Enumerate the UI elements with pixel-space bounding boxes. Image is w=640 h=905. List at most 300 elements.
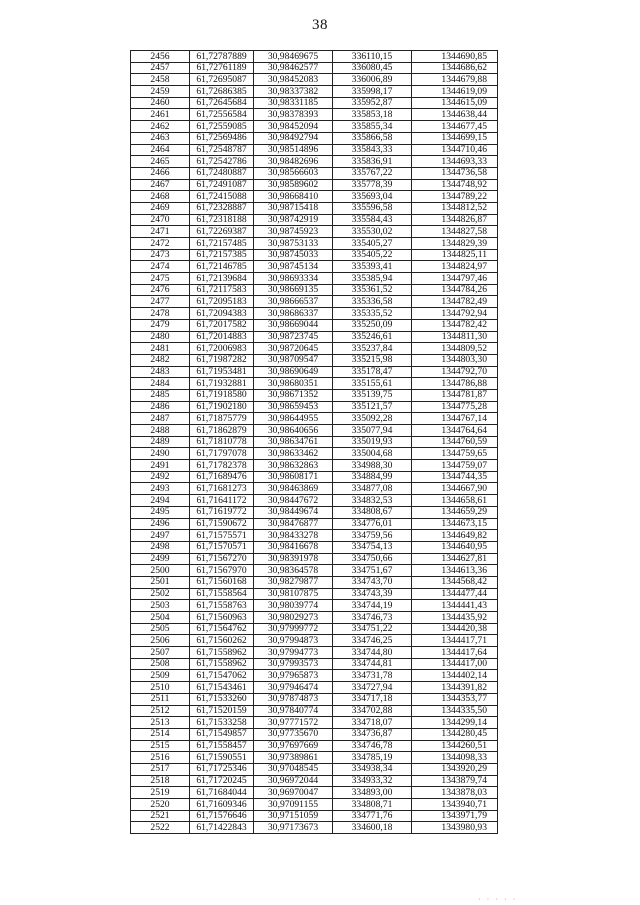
table-row <box>131 132 498 144</box>
longitude-cell: 30,97946474 <box>254 682 333 694</box>
table-row <box>131 97 498 109</box>
y-coordinate-cell: 1344677,45 <box>412 121 498 133</box>
point-number-cell: 2513 <box>131 717 190 729</box>
table-row <box>131 787 498 799</box>
table-row <box>131 728 498 740</box>
table-row <box>131 74 498 86</box>
x-coordinate-cell: 334717,18 <box>333 693 412 705</box>
table-row <box>131 296 498 308</box>
point-number-cell: 2494 <box>131 495 190 507</box>
longitude-cell: 30,97840774 <box>254 705 333 717</box>
latitude-cell: 61,72318188 <box>190 214 254 226</box>
longitude-cell: 30,98644955 <box>254 413 333 425</box>
longitude-cell: 30,97999772 <box>254 623 333 635</box>
longitude-cell: 30,98634761 <box>254 436 333 448</box>
y-coordinate-cell: 1344775,28 <box>412 401 498 413</box>
point-number-cell: 2460 <box>131 97 190 109</box>
y-coordinate-cell: 1343920,29 <box>412 763 498 775</box>
x-coordinate-cell: 335405,22 <box>333 249 412 261</box>
table-row <box>131 600 498 612</box>
table-row <box>131 191 498 203</box>
longitude-cell: 30,97771572 <box>254 717 333 729</box>
latitude-cell: 61,72556584 <box>190 109 254 121</box>
latitude-cell: 61,71782378 <box>190 460 254 472</box>
point-number-cell: 2501 <box>131 576 190 588</box>
table-row <box>131 144 498 156</box>
y-coordinate-cell: 1344627,81 <box>412 553 498 565</box>
table-row <box>131 541 498 553</box>
table-row <box>131 226 498 238</box>
y-coordinate-cell: 1344781,87 <box>412 389 498 401</box>
table-row <box>131 401 498 413</box>
x-coordinate-cell: 335836,91 <box>333 156 412 168</box>
y-coordinate-cell: 1344789,22 <box>412 191 498 203</box>
table-row <box>131 284 498 296</box>
longitude-cell: 30,98669135 <box>254 284 333 296</box>
y-coordinate-cell: 1344667,90 <box>412 483 498 495</box>
latitude-cell: 61,71520159 <box>190 705 254 717</box>
y-coordinate-cell: 1344764,64 <box>412 425 498 437</box>
table-row <box>131 635 498 647</box>
point-number-cell: 2469 <box>131 202 190 214</box>
y-coordinate-cell: 1344441,43 <box>412 600 498 612</box>
longitude-cell: 30,97965873 <box>254 670 333 682</box>
y-coordinate-cell: 1344615,09 <box>412 97 498 109</box>
x-coordinate-cell: 334988,30 <box>333 460 412 472</box>
latitude-cell: 61,72095183 <box>190 296 254 308</box>
table-row <box>131 471 498 483</box>
latitude-cell: 61,72695087 <box>190 74 254 86</box>
table-row <box>131 308 498 320</box>
y-coordinate-cell: 1344693,33 <box>412 156 498 168</box>
latitude-cell: 61,72415088 <box>190 191 254 203</box>
table-row <box>131 436 498 448</box>
table-row <box>131 553 498 565</box>
y-coordinate-cell: 1344659,29 <box>412 506 498 518</box>
longitude-cell: 30,98640656 <box>254 425 333 437</box>
x-coordinate-cell: 334727,94 <box>333 682 412 694</box>
point-number-cell: 2522 <box>131 822 190 834</box>
x-coordinate-cell: 334808,67 <box>333 506 412 518</box>
y-coordinate-cell: 1344792,70 <box>412 366 498 378</box>
y-coordinate-cell: 1344638,44 <box>412 109 498 121</box>
y-coordinate-cell: 1343980,93 <box>412 822 498 834</box>
longitude-cell: 30,98378393 <box>254 109 333 121</box>
latitude-cell: 61,71797078 <box>190 448 254 460</box>
longitude-cell: 30,97994773 <box>254 647 333 659</box>
x-coordinate-cell: 334743,39 <box>333 588 412 600</box>
table-row <box>131 167 498 179</box>
point-number-cell: 2458 <box>131 74 190 86</box>
x-coordinate-cell: 334893,00 <box>333 787 412 799</box>
table-row <box>131 366 498 378</box>
x-coordinate-cell: 334746,73 <box>333 612 412 624</box>
latitude-cell: 61,72559085 <box>190 121 254 133</box>
point-number-cell: 2517 <box>131 763 190 775</box>
x-coordinate-cell: 335405,27 <box>333 238 412 250</box>
longitude-cell: 30,98693334 <box>254 273 333 285</box>
latitude-cell: 61,72146785 <box>190 261 254 273</box>
x-coordinate-cell: 334771,76 <box>333 810 412 822</box>
y-coordinate-cell: 1344824,97 <box>412 261 498 273</box>
table-row <box>131 763 498 775</box>
table-row <box>131 775 498 787</box>
latitude-cell: 61,72569486 <box>190 132 254 144</box>
longitude-cell: 30,98745134 <box>254 261 333 273</box>
point-number-cell: 2486 <box>131 401 190 413</box>
latitude-cell: 61,71560262 <box>190 635 254 647</box>
table-row <box>131 261 498 273</box>
longitude-cell: 30,98391978 <box>254 553 333 565</box>
y-coordinate-cell: 1344797,46 <box>412 273 498 285</box>
longitude-cell: 30,98492794 <box>254 132 333 144</box>
table-row <box>131 495 498 507</box>
y-coordinate-cell: 1344812,52 <box>412 202 498 214</box>
x-coordinate-cell: 336080,45 <box>333 62 412 74</box>
point-number-cell: 2491 <box>131 460 190 472</box>
longitude-cell: 30,96970047 <box>254 787 333 799</box>
longitude-cell: 30,98666537 <box>254 296 333 308</box>
y-coordinate-cell: 1344613,36 <box>412 565 498 577</box>
longitude-cell: 30,97994873 <box>254 635 333 647</box>
table-row <box>131 319 498 331</box>
x-coordinate-cell: 335596,58 <box>333 202 412 214</box>
x-coordinate-cell: 335778,39 <box>333 179 412 191</box>
longitude-cell: 30,98447672 <box>254 495 333 507</box>
table-row <box>131 752 498 764</box>
longitude-cell: 30,98680351 <box>254 378 333 390</box>
latitude-cell: 61,72787889 <box>190 51 254 63</box>
longitude-cell: 30,98452083 <box>254 74 333 86</box>
longitude-cell: 30,98686337 <box>254 308 333 320</box>
y-coordinate-cell: 1344782,49 <box>412 296 498 308</box>
x-coordinate-cell: 335178,47 <box>333 366 412 378</box>
x-coordinate-cell: 334808,71 <box>333 799 412 811</box>
point-number-cell: 2516 <box>131 752 190 764</box>
latitude-cell: 61,72157485 <box>190 238 254 250</box>
x-coordinate-cell: 334785,19 <box>333 752 412 764</box>
longitude-cell: 30,98462577 <box>254 62 333 74</box>
longitude-cell: 30,98632863 <box>254 460 333 472</box>
table-row <box>131 273 498 285</box>
latitude-cell: 61,71720245 <box>190 775 254 787</box>
table-row <box>131 693 498 705</box>
point-number-cell: 2471 <box>131 226 190 238</box>
point-number-cell: 2466 <box>131 167 190 179</box>
point-number-cell: 2456 <box>131 51 190 63</box>
x-coordinate-cell: 334731,78 <box>333 670 412 682</box>
latitude-cell: 61,71558564 <box>190 588 254 600</box>
x-coordinate-cell: 334938,34 <box>333 763 412 775</box>
latitude-cell: 61,72094383 <box>190 308 254 320</box>
y-coordinate-cell: 1344658,61 <box>412 495 498 507</box>
y-coordinate-cell: 1344402,14 <box>412 670 498 682</box>
point-number-cell: 2462 <box>131 121 190 133</box>
y-coordinate-cell: 1344759,07 <box>412 460 498 472</box>
y-coordinate-cell: 1344760,59 <box>412 436 498 448</box>
latitude-cell: 61,71567270 <box>190 553 254 565</box>
coordinates-table-body <box>131 51 498 834</box>
latitude-cell: 61,72117583 <box>190 284 254 296</box>
point-number-cell: 2495 <box>131 506 190 518</box>
point-number-cell: 2520 <box>131 799 190 811</box>
latitude-cell: 61,71576646 <box>190 810 254 822</box>
y-coordinate-cell: 1344260,51 <box>412 740 498 752</box>
x-coordinate-cell: 334754,13 <box>333 541 412 553</box>
latitude-cell: 61,71533260 <box>190 693 254 705</box>
point-number-cell: 2475 <box>131 273 190 285</box>
latitude-cell: 61,71560168 <box>190 576 254 588</box>
table-row <box>131 647 498 659</box>
x-coordinate-cell: 335139,75 <box>333 389 412 401</box>
table-row <box>131 62 498 74</box>
coordinates-table <box>130 50 498 834</box>
table-row <box>131 612 498 624</box>
point-number-cell: 2473 <box>131 249 190 261</box>
latitude-cell: 61,71590551 <box>190 752 254 764</box>
latitude-cell: 61,71932881 <box>190 378 254 390</box>
longitude-cell: 30,98469675 <box>254 51 333 63</box>
y-coordinate-cell: 1344391,82 <box>412 682 498 694</box>
point-number-cell: 2464 <box>131 144 190 156</box>
y-coordinate-cell: 1344686,62 <box>412 62 498 74</box>
y-coordinate-cell: 1344649,82 <box>412 530 498 542</box>
point-number-cell: 2467 <box>131 179 190 191</box>
y-coordinate-cell: 1344335,50 <box>412 705 498 717</box>
table-row <box>131 682 498 694</box>
table-row <box>131 588 498 600</box>
table-row <box>131 518 498 530</box>
longitude-cell: 30,98745033 <box>254 249 333 261</box>
table-row <box>131 623 498 635</box>
point-number-cell: 2506 <box>131 635 190 647</box>
point-number-cell: 2479 <box>131 319 190 331</box>
longitude-cell: 30,98029273 <box>254 612 333 624</box>
latitude-cell: 61,72139684 <box>190 273 254 285</box>
x-coordinate-cell: 335155,61 <box>333 378 412 390</box>
x-coordinate-cell: 335855,34 <box>333 121 412 133</box>
longitude-cell: 30,98416678 <box>254 541 333 553</box>
x-coordinate-cell: 335335,52 <box>333 308 412 320</box>
y-coordinate-cell: 1344829,39 <box>412 238 498 250</box>
longitude-cell: 30,97735670 <box>254 728 333 740</box>
point-number-cell: 2468 <box>131 191 190 203</box>
point-number-cell: 2477 <box>131 296 190 308</box>
table-row <box>131 238 498 250</box>
latitude-cell: 61,71810778 <box>190 436 254 448</box>
latitude-cell: 61,72328887 <box>190 202 254 214</box>
y-coordinate-cell: 1344299,14 <box>412 717 498 729</box>
x-coordinate-cell: 335250,09 <box>333 319 412 331</box>
x-coordinate-cell: 334832,53 <box>333 495 412 507</box>
point-number-cell: 2521 <box>131 810 190 822</box>
longitude-cell: 30,98452094 <box>254 121 333 133</box>
y-coordinate-cell: 1344826,87 <box>412 214 498 226</box>
table-row <box>131 658 498 670</box>
x-coordinate-cell: 335866,58 <box>333 132 412 144</box>
y-coordinate-cell: 1344784,26 <box>412 284 498 296</box>
longitude-cell: 30,98745923 <box>254 226 333 238</box>
latitude-cell: 61,71619772 <box>190 506 254 518</box>
x-coordinate-cell: 335077,94 <box>333 425 412 437</box>
y-coordinate-cell: 1344417,64 <box>412 647 498 659</box>
table-row <box>131 51 498 63</box>
x-coordinate-cell: 334933,32 <box>333 775 412 787</box>
x-coordinate-cell: 334744,81 <box>333 658 412 670</box>
table-row <box>131 425 498 437</box>
x-coordinate-cell: 335393,41 <box>333 261 412 273</box>
x-coordinate-cell: 334759,56 <box>333 530 412 542</box>
longitude-cell: 30,97874873 <box>254 693 333 705</box>
latitude-cell: 61,72480887 <box>190 167 254 179</box>
latitude-cell: 61,71564762 <box>190 623 254 635</box>
x-coordinate-cell: 334743,70 <box>333 576 412 588</box>
table-row <box>131 86 498 98</box>
x-coordinate-cell: 334702,88 <box>333 705 412 717</box>
point-number-cell: 2457 <box>131 62 190 74</box>
latitude-cell: 61,71543461 <box>190 682 254 694</box>
point-number-cell: 2459 <box>131 86 190 98</box>
x-coordinate-cell: 334746,78 <box>333 740 412 752</box>
point-number-cell: 2496 <box>131 518 190 530</box>
longitude-cell: 30,98463869 <box>254 483 333 495</box>
point-number-cell: 2482 <box>131 354 190 366</box>
x-coordinate-cell: 334746,25 <box>333 635 412 647</box>
y-coordinate-cell: 1344782,42 <box>412 319 498 331</box>
longitude-cell: 30,98331185 <box>254 97 333 109</box>
table-row <box>131 389 498 401</box>
table-row <box>131 202 498 214</box>
point-number-cell: 2490 <box>131 448 190 460</box>
y-coordinate-cell: 1344098,33 <box>412 752 498 764</box>
latitude-cell: 61,71567970 <box>190 565 254 577</box>
x-coordinate-cell: 335530,02 <box>333 226 412 238</box>
table-row <box>131 214 498 226</box>
longitude-cell: 30,97993573 <box>254 658 333 670</box>
longitude-cell: 30,97151059 <box>254 810 333 822</box>
point-number-cell: 2507 <box>131 647 190 659</box>
point-number-cell: 2481 <box>131 343 190 355</box>
longitude-cell: 30,98668410 <box>254 191 333 203</box>
latitude-cell: 61,71558962 <box>190 658 254 670</box>
point-number-cell: 2483 <box>131 366 190 378</box>
x-coordinate-cell: 334751,67 <box>333 565 412 577</box>
point-number-cell: 2484 <box>131 378 190 390</box>
y-coordinate-cell: 1344827,58 <box>412 226 498 238</box>
point-number-cell: 2465 <box>131 156 190 168</box>
point-number-cell: 2492 <box>131 471 190 483</box>
y-coordinate-cell: 1344825,11 <box>412 249 498 261</box>
x-coordinate-cell: 334877,08 <box>333 483 412 495</box>
latitude-cell: 61,71953481 <box>190 366 254 378</box>
point-number-cell: 2519 <box>131 787 190 799</box>
y-coordinate-cell: 1344435,92 <box>412 612 498 624</box>
y-coordinate-cell: 1344786,88 <box>412 378 498 390</box>
longitude-cell: 30,98449674 <box>254 506 333 518</box>
y-coordinate-cell: 1344759,65 <box>412 448 498 460</box>
latitude-cell: 61,71575571 <box>190 530 254 542</box>
x-coordinate-cell: 335998,17 <box>333 86 412 98</box>
latitude-cell: 61,71875779 <box>190 413 254 425</box>
table-row <box>131 576 498 588</box>
point-number-cell: 2509 <box>131 670 190 682</box>
table-row <box>131 799 498 811</box>
longitude-cell: 30,98715418 <box>254 202 333 214</box>
table-row <box>131 121 498 133</box>
latitude-cell: 61,72645684 <box>190 97 254 109</box>
page-number: 38 <box>312 17 328 33</box>
longitude-cell: 30,98482696 <box>254 156 333 168</box>
table-row <box>131 506 498 518</box>
x-coordinate-cell: 335004,68 <box>333 448 412 460</box>
latitude-cell: 61,71609346 <box>190 799 254 811</box>
latitude-cell: 61,71558763 <box>190 600 254 612</box>
latitude-cell: 61,72761189 <box>190 62 254 74</box>
x-coordinate-cell: 335336,58 <box>333 296 412 308</box>
x-coordinate-cell: 335853,18 <box>333 109 412 121</box>
y-coordinate-cell: 1344353,77 <box>412 693 498 705</box>
y-coordinate-cell: 1343971,79 <box>412 810 498 822</box>
y-coordinate-cell: 1344792,94 <box>412 308 498 320</box>
longitude-cell: 30,98659453 <box>254 401 333 413</box>
y-coordinate-cell: 1344809,52 <box>412 343 498 355</box>
y-coordinate-cell: 1344568,42 <box>412 576 498 588</box>
point-number-cell: 2478 <box>131 308 190 320</box>
longitude-cell: 30,98690649 <box>254 366 333 378</box>
table-row <box>131 740 498 752</box>
longitude-cell: 30,97389861 <box>254 752 333 764</box>
table-row <box>131 354 498 366</box>
longitude-cell: 30,98364578 <box>254 565 333 577</box>
x-coordinate-cell: 334600,18 <box>333 822 412 834</box>
table-row <box>131 565 498 577</box>
table-row <box>131 413 498 425</box>
x-coordinate-cell: 334744,19 <box>333 600 412 612</box>
longitude-cell: 30,98433278 <box>254 530 333 542</box>
x-coordinate-cell: 335584,43 <box>333 214 412 226</box>
x-coordinate-cell: 335693,04 <box>333 191 412 203</box>
longitude-cell: 30,97173673 <box>254 822 333 834</box>
longitude-cell: 30,98039774 <box>254 600 333 612</box>
table-row <box>131 670 498 682</box>
point-number-cell: 2504 <box>131 612 190 624</box>
x-coordinate-cell: 335843,33 <box>333 144 412 156</box>
longitude-cell: 30,96972044 <box>254 775 333 787</box>
table-row <box>131 249 498 261</box>
y-coordinate-cell: 1344280,45 <box>412 728 498 740</box>
y-coordinate-cell: 1344417,71 <box>412 635 498 647</box>
x-coordinate-cell: 335361,52 <box>333 284 412 296</box>
point-number-cell: 2476 <box>131 284 190 296</box>
longitude-cell: 30,98476877 <box>254 518 333 530</box>
x-coordinate-cell: 336006,89 <box>333 74 412 86</box>
y-coordinate-cell: 1344710,46 <box>412 144 498 156</box>
point-number-cell: 2485 <box>131 389 190 401</box>
point-number-cell: 2488 <box>131 425 190 437</box>
latitude-cell: 61,71549857 <box>190 728 254 740</box>
point-number-cell: 2502 <box>131 588 190 600</box>
longitude-cell: 30,98608171 <box>254 471 333 483</box>
point-number-cell: 2474 <box>131 261 190 273</box>
point-number-cell: 2500 <box>131 565 190 577</box>
y-coordinate-cell: 1344744,35 <box>412 471 498 483</box>
y-coordinate-cell: 1344803,30 <box>412 354 498 366</box>
latitude-cell: 61,71918580 <box>190 389 254 401</box>
y-coordinate-cell: 1344477,44 <box>412 588 498 600</box>
latitude-cell: 61,71558457 <box>190 740 254 752</box>
y-coordinate-cell: 1343879,74 <box>412 775 498 787</box>
longitude-cell: 30,98671352 <box>254 389 333 401</box>
